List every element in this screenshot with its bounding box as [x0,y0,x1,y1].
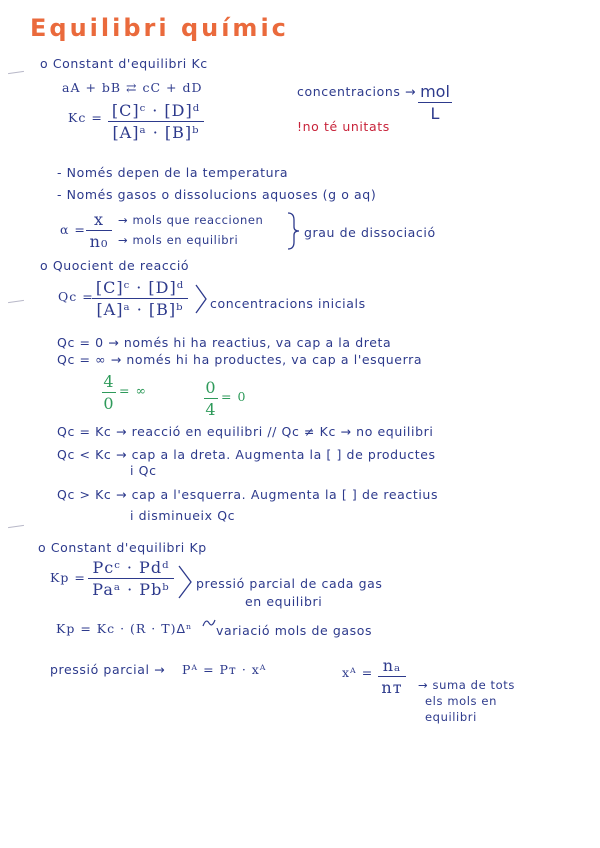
mole-fraction-numerator: nₐ [382,656,402,675]
margin-mark [8,525,24,528]
kp-fraction [88,558,174,599]
div1-denominator: 0 [103,394,115,413]
mole-fraction [378,656,406,697]
qc-lhs: Qc = [58,289,94,304]
partial-pressure-label: pressió parcial → [50,662,166,677]
div2-numerator: 0 [205,378,217,397]
qc-less-case: Qc < Kc → cap a la dreta. Augmenta la [ ] de productes [57,447,436,462]
alpha-lhs: α = [60,222,86,237]
curly-brace [286,212,300,250]
div1-result: = ∞ [119,383,147,398]
wave-connector [202,618,216,628]
div1-numerator: 4 [103,372,115,391]
mole-fraction-note: → suma de tots [418,678,515,692]
div2-result: = 0 [221,389,247,404]
unit-numerator: mol [420,82,450,101]
div2-denominator: 4 [205,400,217,419]
alpha-numerator: x [93,210,105,229]
kp-label-continued: en equilibri [245,594,323,609]
kc-denominator: [A]ᵃ · [B]ᵇ [112,123,200,142]
page-title: Equilibri químic [30,14,289,42]
kp-lhs: Kp = [50,570,86,585]
kc-heading: o Constant d'equilibri Kc [40,56,208,71]
qc-greater-case: Qc > Kc → cap a l'esquerra. Augmenta la [ ] de reactius [57,487,439,502]
kp-label: pressió parcial de cada gas [196,576,383,591]
angle-bracket [177,565,193,599]
kc-lhs: Kc = [68,110,103,125]
no-units-note: !no té unitats [297,119,390,134]
qc-greater-case-continued: i disminueix Qc [130,508,236,523]
kc-note-phases: - Només gasos o dissolucions aquoses (g o aq) [57,187,377,202]
alpha-numerator-desc: → mols que reaccionen [118,213,264,227]
qc-heading: o Quocient de reacció [40,258,190,273]
division-example-2 [204,378,218,419]
alpha-label: grau de dissociació [304,225,436,240]
kp-kc-relation: Kp = Kc · (R · T)ᐃⁿ [56,621,193,636]
mole-fraction-lhs: xᴬ = [342,665,374,680]
concentration-label: concentracions → [297,84,417,99]
qc-label: concentracions inicials [210,296,366,311]
kp-numerator: Pcᶜ · Pdᵈ [92,558,170,577]
qc-zero-case: Qc = 0 → només hi ha reactius, va cap a la dreta [57,335,392,350]
alpha-denominator: n₀ [89,232,109,251]
qc-denominator: [A]ᵃ · [B]ᵇ [96,300,184,319]
kp-heading: o Constant d'equilibri Kp [38,540,207,555]
margin-mark [8,71,24,74]
mole-fraction-note-3: equilibri [425,710,477,724]
kc-note-temperature: - Només depen de la temperatura [57,165,289,180]
mole-fraction-note-2: els mols en [425,694,497,708]
qc-numerator: [C]ᶜ · [D]ᵈ [95,278,185,297]
unit-denominator: L [430,104,440,123]
kp-denominator: Paᵃ · Pbᵇ [92,580,170,599]
kp-kc-note: variació mols de gasos [216,623,373,638]
alpha-fraction [86,210,112,251]
margin-mark [8,300,24,303]
division-example-1 [102,372,116,413]
qc-infinity-case: Qc = ∞ → només hi ha productes, va cap a l'esquerra [57,352,423,367]
concentration-unit [418,82,452,123]
kc-fraction [108,101,204,142]
qc-fraction [92,278,188,319]
kc-numerator: [C]ᶜ · [D]ᵈ [111,101,201,120]
partial-pressure-formula: Pᴬ = Pᴛ · xᴬ [182,662,267,677]
angle-bracket [194,284,208,314]
mole-fraction-denominator: nᴛ [381,678,403,697]
kc-reaction: aA + bB ⇄ cC + dD [62,80,203,95]
alpha-denominator-desc: → mols en equilibri [118,233,239,247]
qc-less-case-continued: i Qc [130,463,157,478]
qc-equal-case: Qc = Kc → reacció en equilibri // Qc ≠ Kc → no equilibri [57,424,434,439]
